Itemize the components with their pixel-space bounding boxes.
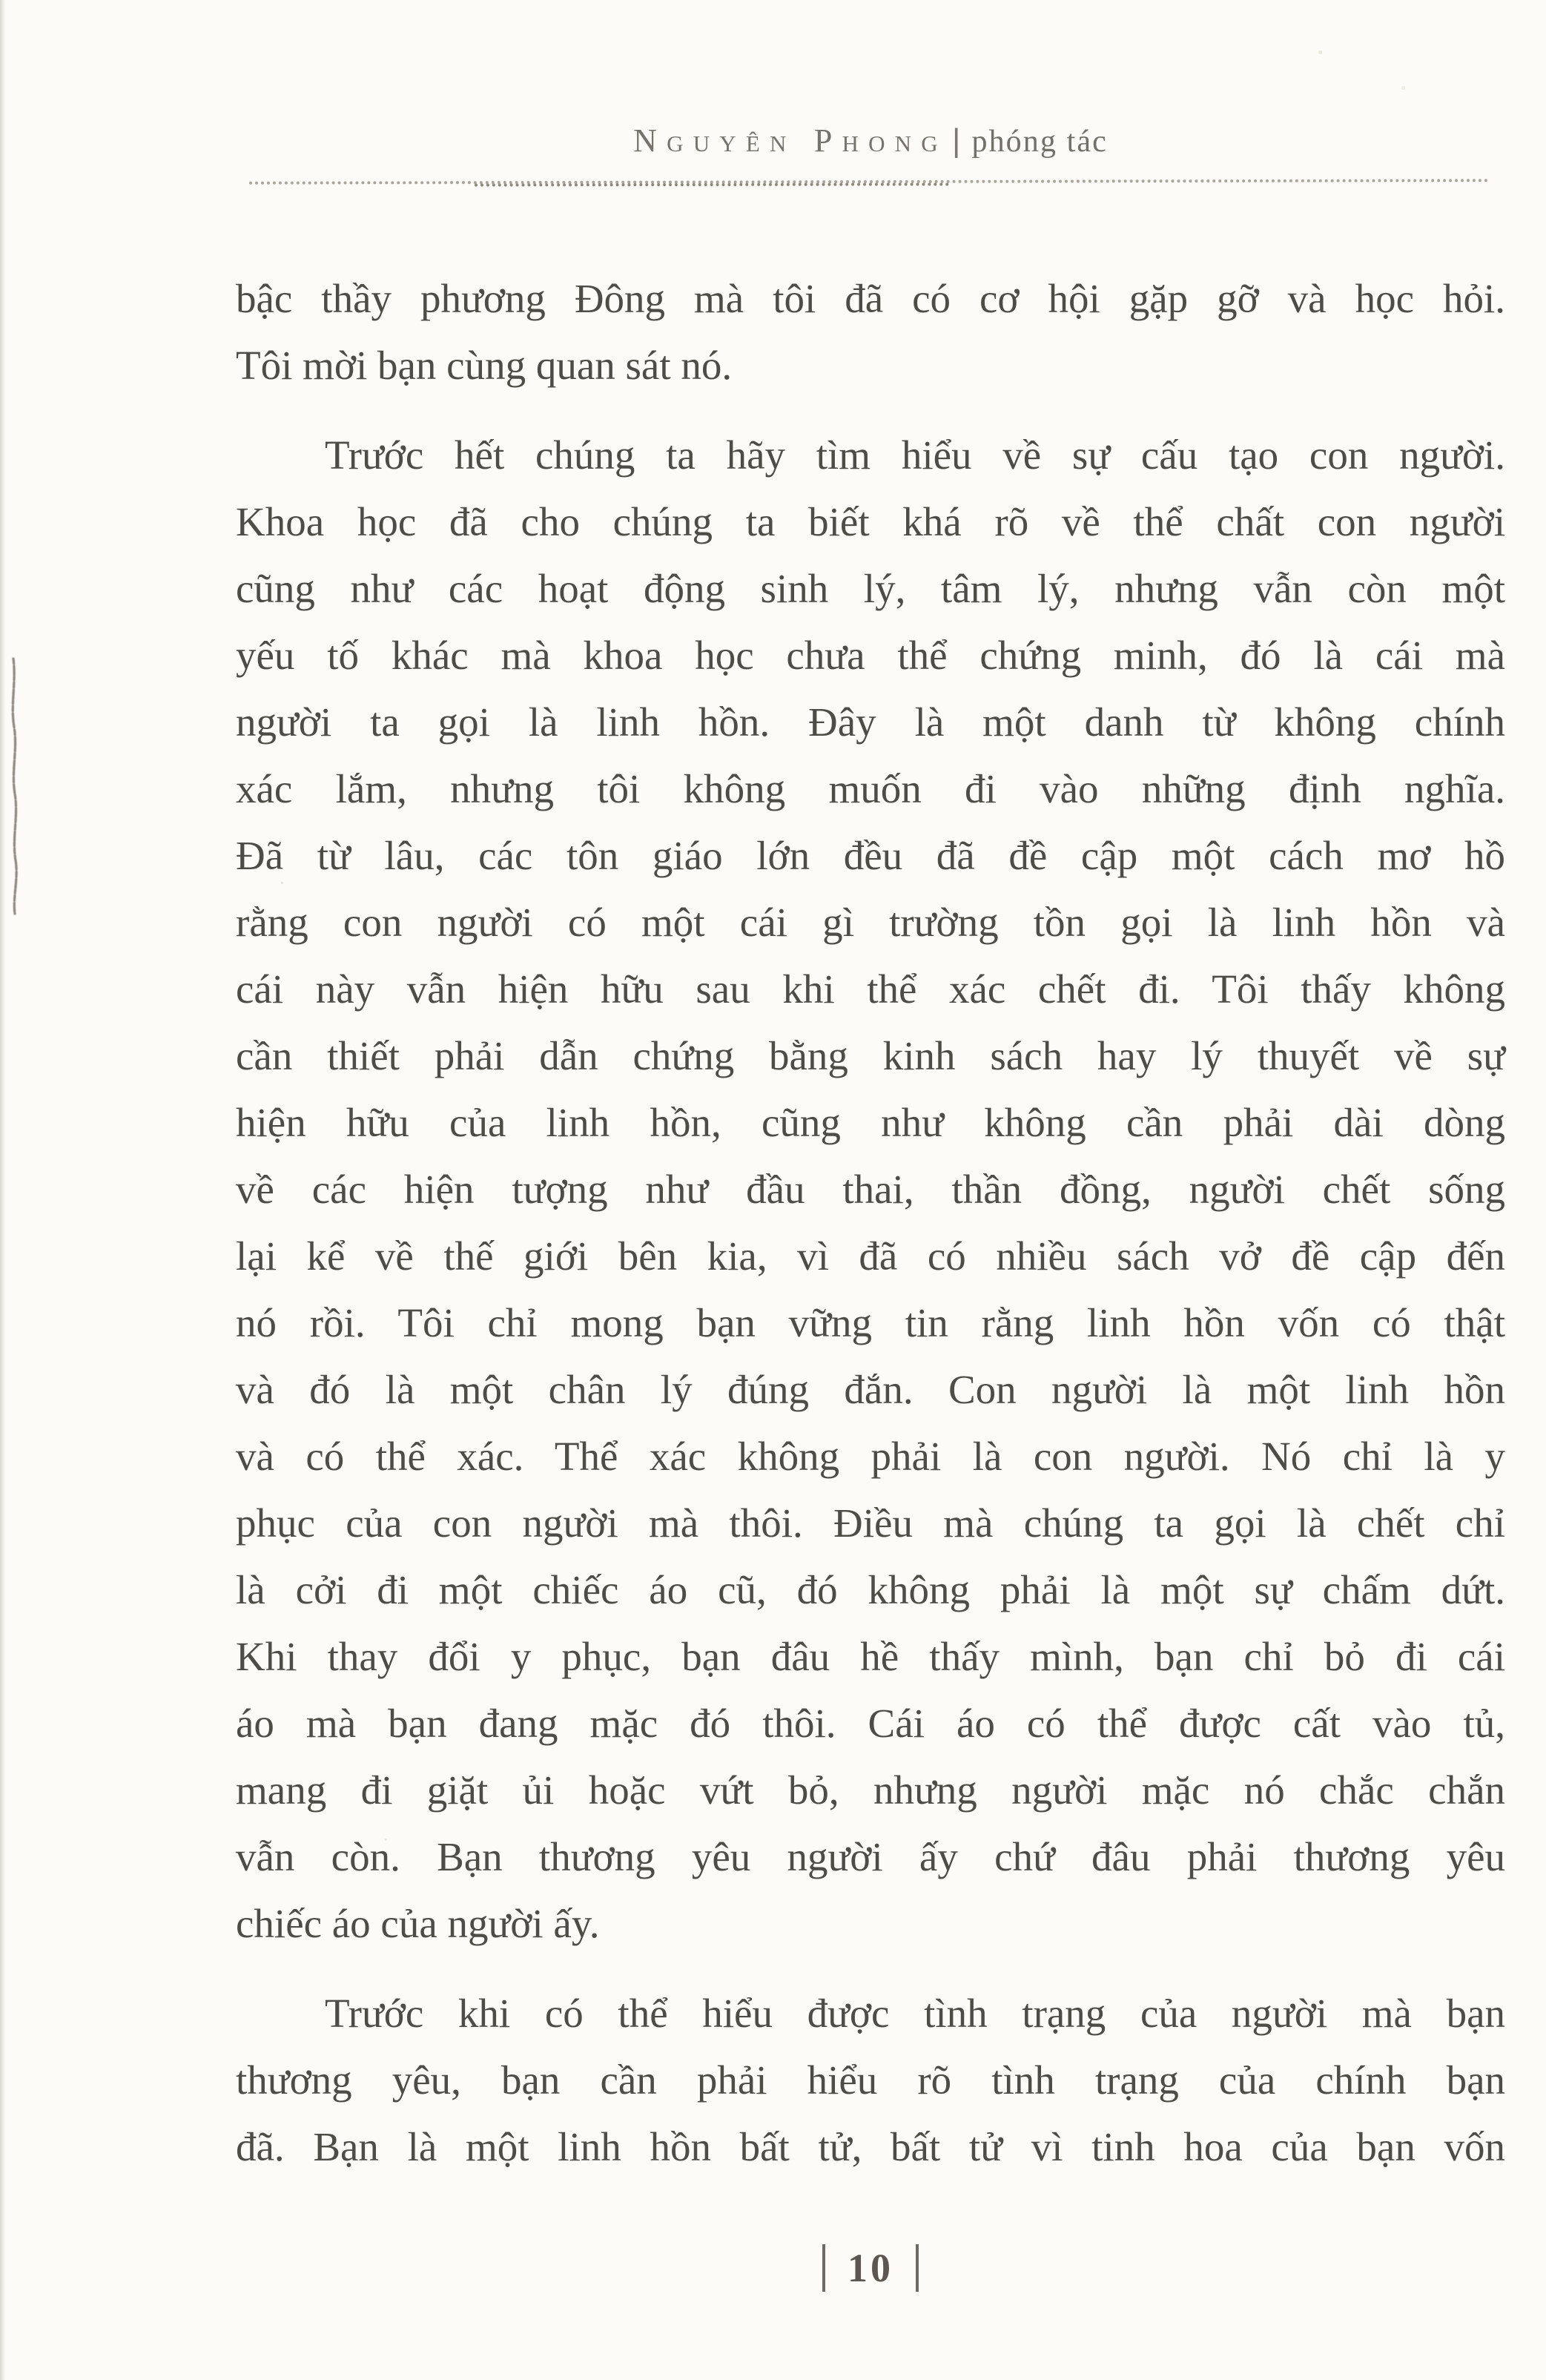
text-line: phục của con người mà thôi. Điều mà chúng ta gọi là chết chỉ [236,1500,1505,1546]
header-dotted-rule-accent [475,182,949,186]
text-line: và đó là một chân lý đúng đắn. Con người là một linh hồn [236,1367,1505,1412]
text-line: Trước khi có thể hiểu được tình trạng của người mà bạn [325,1991,1505,2036]
text-line: bậc thầy phương Đông mà tôi đã có cơ hội gặp gỡ và học hỏi. [236,276,1505,321]
text-line: rằng con người có một cái gì trường tồn gọi là linh hồn và [236,900,1505,945]
text-line: và có thể xác. Thể xác không phải là con người. Nó chỉ là y [236,1434,1505,1479]
header-separator: | [952,122,961,159]
text-line: xác lắm, nhưng tôi không muốn đi vào những định nghĩa. [236,766,1505,811]
text-line: đã. Bạn là một linh hồn bất tử, bất tử vì tinh hoa của bạn vốn [236,2124,1505,2169]
text-line: nó rồi. Tôi chỉ mong bạn vững tin rằng linh hồn vốn có thật [236,1300,1505,1345]
text-line: Khoa học đã cho chúng ta biết khá rõ về thể chất con người [236,499,1505,544]
text-line: Trước hết chúng ta hãy tìm hiểu về sự cấu tạo con người. [325,432,1505,478]
page-body [236,266,1505,2180]
running-header [236,122,1505,159]
text-line: về các hiện tượng như đầu thai, thần đồng, người chết sống [236,1167,1505,1212]
page-number: 10 [848,2246,893,2290]
text-line: lại kể về thế giới bên kia, vì đã có nhiều sách vở đề cập đến [236,1233,1505,1279]
text-line: cần thiết phải dẫn chứng bằng kinh sách hay lý thuyết về sự [236,1033,1505,1078]
text-line: cái này vẫn hiện hữu sau khi thể xác chết đi. Tôi thấy không [236,966,1505,1012]
text-line: Tôi mời bạn cùng quan sát nó. [236,343,733,388]
text-line: mang đi giặt ủi hoặc vứt bỏ, nhưng người mặc nó chắc chắn [236,1767,1505,1813]
text-line: chiếc áo của người ấy. [236,1901,600,1946]
text-line: hiện hữu của linh hồn, cũng như không cần phải dài dòng [236,1100,1505,1145]
paragraph [236,266,1505,399]
scan-speckles [0,0,1,1]
paragraph [236,1980,1505,2180]
scan-artifact [3,653,33,920]
text-line: người ta gọi là linh hồn. Đây là một danh từ không chính [236,699,1505,745]
text-line: Đã từ lâu, các tôn giáo lớn đều đã đề cập một cách mơ hồ [236,833,1505,878]
text-line: là cởi đi một chiếc áo cũ, đó không phải là một sự chấm dứt. [236,1567,1505,1612]
text-line: thương yêu, bạn cần phải hiểu rõ tình trạng của chính bạn [236,2057,1505,2103]
header-author: Nguyên Phong [633,122,948,159]
page-footer [236,2244,1505,2292]
text-line: Khi thay đổi y phục, bạn đâu hề thấy mình, bạn chỉ bỏ đi cái [236,1634,1505,1679]
footer-right-bar [916,2244,919,2292]
text-line: vẫn còn. Bạn thương yêu người ấy chứ đâu phải thương yêu [236,1834,1505,1879]
scan-edge-shadow [0,0,6,2380]
paragraph [236,422,1505,1957]
text-line: cũng như các hoạt động sinh lý, tâm lý, nhưng vẫn còn một [236,566,1505,611]
text-line: áo mà bạn đang mặc đó thôi. Cái áo có thể được cất vào tủ, [236,1701,1505,1746]
header-subtitle: phóng tác [971,125,1108,159]
text-line: yếu tố khác mà khoa học chưa thể chứng minh, đó là cái mà [236,633,1505,678]
footer-left-bar [822,2244,825,2292]
